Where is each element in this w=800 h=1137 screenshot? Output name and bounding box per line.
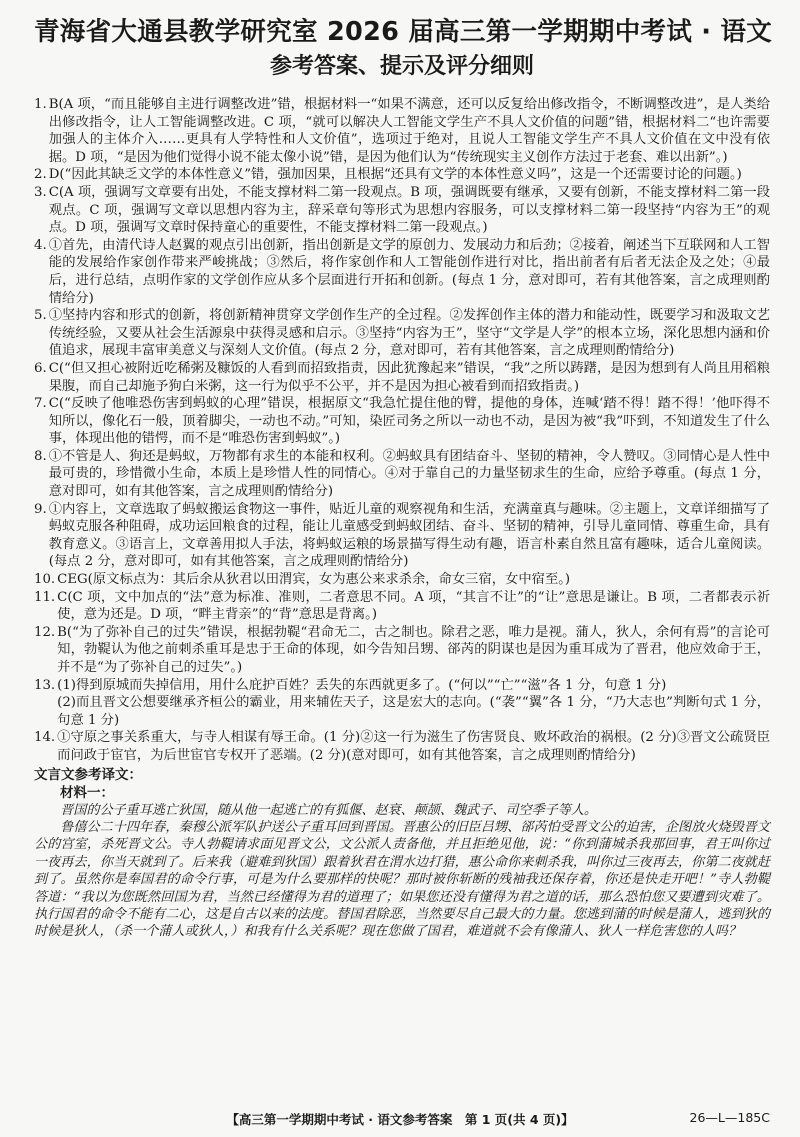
answer-number: 12. bbox=[34, 624, 56, 640]
footer-page-info: 【高三第一学期期中考试 · 语文参考答案 第 1 页(共 4 页)】 bbox=[226, 1112, 574, 1127]
answer-item-1 bbox=[34, 96, 770, 166]
answer-13-part-1: (1)得到原城而失掉信用，用什么庇护百姓？丢失的东西就更多了。(“何以”“亡”“滋”各 1 分，句意 1 分) bbox=[57, 677, 667, 693]
answer-text: B(A 项，“而且能够自主进行调整改进”错，根据材料一“如果不满意，还可以反复给出修改指令，不断调整改进”，是人类给出修改指令，让人工智能调整改进。C 项，“就可以解决人工智能文学生产不具人文价值的问题”错，根据材料二“也许需要加强人的主体介入……更具有人学特性和人文价值”，选项过于绝对，且说人工智能文学生产不具人文价值在文中没有依据。D 项，“是因为他们觉得小说不能太像小说”错，是因为他们认为“传统现实主义创作方法过于老套、难以出新”。) bbox=[48, 97, 770, 165]
answer-number: 7. bbox=[34, 396, 47, 412]
answer-number: 10. bbox=[34, 572, 56, 588]
translation-heading: 文言文参考译文： bbox=[34, 766, 142, 783]
answer-item-4 bbox=[34, 237, 770, 307]
answer-text: ①守原之事关系重大，与寺人相谋有辱王命。(1 分)②这一行为滋生了伤害贤良、败坏政治的祸根。(2 分)③晋文公疏贤臣而问政于宦官，为后世宦官专权开了恶端。(2 分)(意对即可，如有其他答案，言之成理则酌情给分) bbox=[57, 730, 770, 763]
answer-text: ①首先，由清代诗人赵翼的观点引出创新，指出创新是文学的原创力、发展动力和后劲；②接着，阐述当下互联网和人工智能的发展给作家创作带来严峻挑战；③然后，将作家创作和人工智能创作进行对比，指出前者有后者无法企及之处；④最后，进行总结，点明作家的文学创作应从多个层面进行开拓和创新。(每点 1 分，意对即可，若有其他答案，言之成理则酌情给分) bbox=[48, 237, 770, 306]
answer-13-part-2: (2)而且晋文公想要继承齐桓公的霸业，用来辅佐天子，这是宏大的志向。(“袭”“翼”各 1 分，“乃大志也”判断句式 1 分，句意 1 分) bbox=[57, 695, 770, 728]
material-one-label: 材料一： bbox=[60, 784, 114, 801]
answer-text: C(“但又担心被附近吃稀粥及糠饭的人看到而招致指责，因此犹豫起来”错误，“我”之所以踌躇，是因为想到有人尚且用稻粮果腹，而自己却施予狗白米粥，这一行为似乎不公平，并不是因为担心被看到而招致指责。) bbox=[48, 360, 770, 394]
answer-item-8 bbox=[34, 448, 770, 501]
answer-item-7 bbox=[34, 395, 770, 448]
answer-text: C(“反映了他唯恐伤害到蚂蚁的心理”错误，根据原文“我急忙提住他的臂，提他的身体，连喊‘踏不得！踏不得！’他吓得不知所以，像化石一般，顶着脚尖，一动也不动。”可知，染匠司务之所以一动也不动，是因为被“我”吓到，不知道发生了什么事，体现出他的错愕，而不是“唯恐伤害到蚂蚁”。) bbox=[48, 396, 770, 447]
answer-text: ①坚持内容和形式的创新，将创新精神贯穿文学创作生产的全过程。②发挥创作主体的潜力和能动性，既要学习和汲取文艺传统经验，又要从社会生活源泉中获得灵感和启示。③坚持“内容为王”，坚守“文学是人学”的根本立场，深化思想内涵和价值追求，展现丰富审美意义与深刻人文价值。(每点 2 分，意对即可，若有其他答案，言之成理则酌情给分) bbox=[48, 308, 770, 359]
answer-text: B(“为了弥补自己的过失”错误，根据勃鞮“君命无二，古之制也。除君之恶，唯力是视。蒲人，狄人，余何有焉”的言论可知，勃鞮认为他之前刺杀重耳是忠于王命的体现，如今告知吕甥、郤芮的阴谋也是因为重耳成为了晋君，他应效命于王，并不是“为了弥补自己的过失”。) bbox=[57, 624, 770, 675]
answer-item-6 bbox=[34, 360, 770, 395]
translation-paragraph-2: 鲁僖公二十四年春，秦穆公派军队护送公子重耳回到晋国。晋惠公的旧臣吕甥、郤芮怕受晋文公的迫害，企图放火烧毁晋文公的宫室，杀死晋文公。寺人勃鞮请求面见晋文公，文公派人责备他，并且拒绝见他，说：“你到蒲城杀我那回事，君王叫你过一夜再去，你当天就到了。后来我（避难到狄国）跟着狄君在渭水边打猎，惠公命你来刺杀我，叫你过三夜再去，你第二夜就赶到了。虽然你是奉国君的命令行事，可是为什么要那样的快呢？那时被你斩断的残袖我还保存着，你还是快走开吧！”寺人勃鞮答道：“我以为您既然回国为君，当然已经懂得为君的道理了；如果您还没有懂得为君之道的话，那么恐怕您又要遭到灾难了。执行国君的命令不能有二心，这是自古以来的法度。替国君除恶，当然要尽自己最大的力量。您逃到蒲的时候是蒲人，逃到狄的时候是狄人，（杀一个蒲人或狄人，）和我有什么关系呢？现在您做了国君，难道就不会有像蒲人、狄人一样危害您的人吗？ bbox=[34, 819, 770, 940]
answer-text: ①内容上，文章选取了蚂蚁搬运食物这一事件，贴近儿童的观察视角和生活，充满童真与趣味。②主题上，文章详细描写了蚂蚁克服各种阻碍，成功运回粮食的过程，能让儿童感受到蚂蚁团结、奋斗、坚韧的精神，引导儿童同情、尊重生命，具有教育意义。③语言上，文章善用拟人手法，将蚂蚁运粮的场景描写得生动有趣，语言朴素自然且富有趣味，适合儿童阅读。(每点 2 分，意对即可，如有其他答案，言之成理则酌情给分) bbox=[48, 501, 770, 570]
answer-item-3 bbox=[34, 184, 770, 237]
footer-code: 26—L—185C bbox=[689, 1110, 770, 1125]
page-footer bbox=[0, 1110, 800, 1128]
answer-number: 5. bbox=[34, 308, 47, 324]
answer-number: 14. bbox=[34, 730, 56, 746]
answer-item-14 bbox=[34, 729, 770, 764]
answer-list bbox=[34, 96, 770, 765]
answer-number: 13. bbox=[34, 677, 56, 693]
answer-text-group bbox=[57, 677, 770, 730]
answer-item-11 bbox=[34, 589, 770, 624]
answer-text: C(C 项，文中加点的“法”意为标准、准则，二者意思不同。A 项，“其言不让”的“让”意思是谦让。B 项，二者都表示祈使，意为还是。D 项，“畔主背亲”的“背”意思是背离。) bbox=[57, 589, 770, 623]
answer-number: 6. bbox=[34, 360, 47, 376]
answer-item-9 bbox=[34, 501, 770, 571]
answer-number: 11. bbox=[34, 589, 56, 605]
answer-text: C(A 项，强调写文章要有出处，不能支撑材料二第一段观点。B 项，强调既要有继承，又要有创新，不能支撑材料二第一段观点。C 项，强调写文章以思想内容为主，辞采章句等形式为思想内容服务，可以支撑材料二第一段坚持“内容为王”的观点。D 项，强调写文章时保持童心的重要性，不能支撑材料二第一段观点。) bbox=[48, 184, 771, 236]
answer-item-12 bbox=[34, 624, 770, 677]
answer-item-10 bbox=[34, 571, 770, 589]
document-subtitle: 参考答案、提示及评分细则 bbox=[269, 54, 534, 79]
answer-text: CEG(原文标点为：其后余从狄君以田渭宾，女为惠公来求杀余，命女三宿，女中宿至。) bbox=[57, 572, 571, 588]
answer-item-2 bbox=[34, 166, 770, 184]
document-title: 青海省大通县教学研究室 2026 届高三第一学期期中考试 · 语文 bbox=[34, 17, 773, 47]
answer-number: 8. bbox=[34, 448, 47, 464]
answer-item-13 bbox=[34, 677, 770, 730]
translation-paragraph-1: 晋国的公子重耳逃亡狄国，随从他一起逃亡的有狐偃、赵衰、颠颉、魏武子、司空季子等人。 bbox=[60, 802, 598, 818]
answer-number: 3. bbox=[34, 184, 47, 200]
answer-number: 2. bbox=[34, 167, 47, 183]
answer-number: 1. bbox=[34, 97, 47, 112]
answer-text: ①不管是人、狗还是蚂蚁，万物都有求生的本能和权利。②蚂蚁具有团结奋斗、坚韧的精神，令人赞叹。③同情心是人性中最可贵的，珍惜微小生命，本质上是珍惜人性的同情心。④对于靠自己的力量坚韧求生的生命，应给予尊重。(每点 1 分，意对即可，如有其他答案，言之成理则酌情给分) bbox=[48, 448, 770, 500]
answer-number: 9. bbox=[34, 501, 47, 517]
answer-number: 4. bbox=[34, 237, 47, 253]
answer-text: D(“因此其缺乏文学的本体性意义”错，强加因果，且根据“还具有文学的本体性意义吗”，这是一个还需要讨论的问题。) bbox=[48, 167, 742, 183]
answer-item-5 bbox=[34, 307, 770, 360]
